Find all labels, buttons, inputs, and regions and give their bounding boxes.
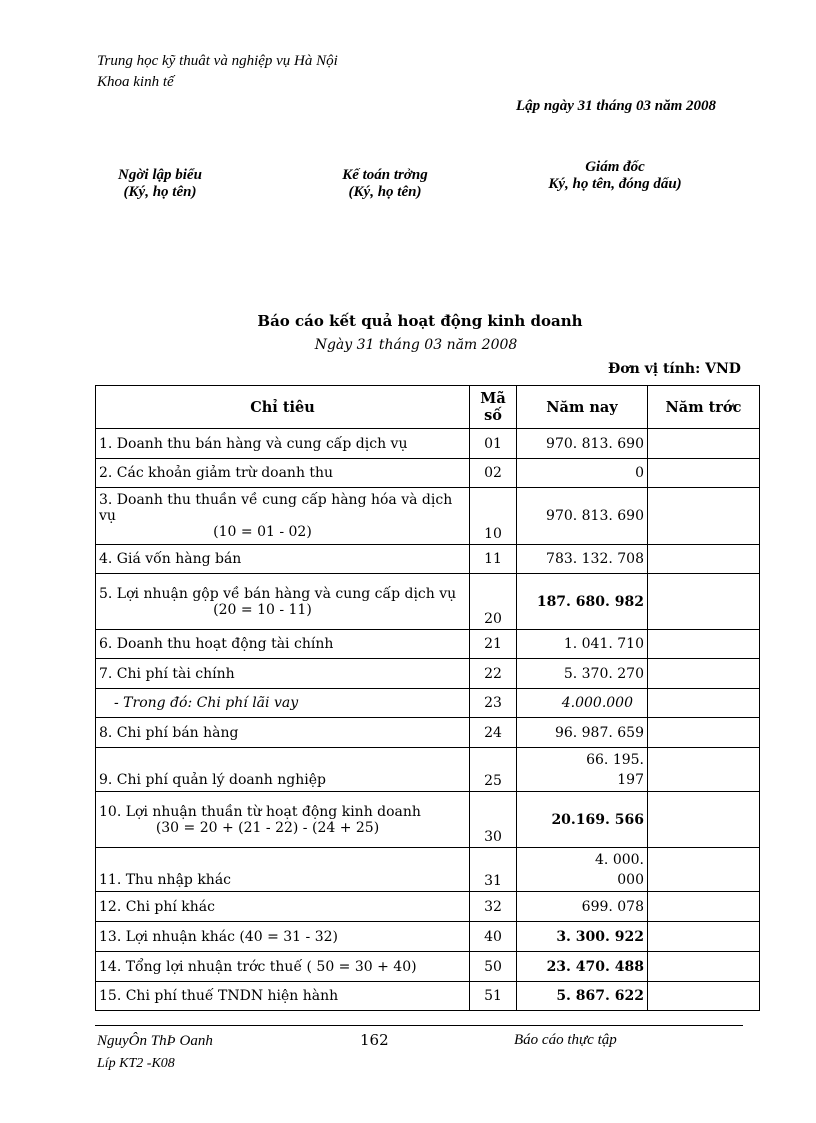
table-row	[96, 459, 760, 488]
table-row	[96, 892, 760, 922]
table-row	[96, 848, 760, 892]
row-value-previous	[648, 792, 760, 848]
signature-role: Ngời lập biểu	[118, 167, 202, 183]
row-value-previous	[648, 630, 760, 659]
faculty-name: Khoa kinh tế	[97, 74, 174, 90]
row-label-text: 10. Lợi nhuận thuần từ hoạt động kinh doanh	[99, 803, 421, 820]
signature-note: (Ký, họ tên)	[123, 184, 197, 200]
row-label-text: 5. Lợi nhuận gộp về bán hàng và cung cấp dịch vụ	[99, 585, 457, 602]
row-value-previous	[648, 545, 760, 574]
row-value-current: 1. 041. 710	[517, 630, 648, 659]
row-label	[96, 574, 470, 630]
row-code: 02	[470, 459, 517, 488]
row-value-current: 20.169. 566	[517, 792, 648, 848]
row-value-current: 783. 132. 708	[517, 545, 648, 574]
row-code: 25	[470, 748, 517, 792]
currency-unit: Đơn vị tính: VND	[608, 361, 741, 377]
footer-class: Líp KT2 -K08	[97, 1056, 175, 1071]
row-value-previous	[648, 459, 760, 488]
row-value-previous	[648, 718, 760, 748]
signature-preparer	[100, 167, 220, 201]
table-row	[96, 630, 760, 659]
table-row	[96, 922, 760, 952]
row-code: 30	[470, 792, 517, 848]
row-value-current: 970. 813. 690	[517, 488, 648, 545]
table-row	[96, 574, 760, 630]
row-label	[96, 792, 470, 848]
row-label: 7. Chi phí tài chính	[96, 659, 470, 689]
row-value-previous	[648, 689, 760, 718]
row-formula: (30 = 20 + (21 - 22) - (24 + 25)	[155, 819, 380, 836]
table-row	[96, 952, 760, 982]
row-value-previous	[648, 952, 760, 982]
row-value-current: 5. 370. 270	[517, 659, 648, 689]
row-label: 15. Chi phí thuế TNDN hiện hành	[96, 982, 470, 1011]
row-code: 24	[470, 718, 517, 748]
row-code: 23	[470, 689, 517, 718]
signature-role: Kế toán trởng	[342, 167, 428, 183]
signature-accountant	[320, 167, 450, 201]
col-header-item: Chỉ tiêu	[96, 386, 470, 429]
table-row	[96, 488, 760, 545]
row-value-previous	[648, 429, 760, 459]
row-code: 51	[470, 982, 517, 1011]
row-label-text: 3. Doanh thu thuần về cung cấp hàng hóa và dịch vụ	[99, 492, 453, 524]
signature-director	[530, 159, 700, 193]
row-label: 1. Doanh thu bán hàng và cung cấp dịch vụ	[96, 429, 470, 459]
row-value-current: 3. 300. 922	[517, 922, 648, 952]
row-value-current: 23. 470. 488	[517, 952, 648, 982]
row-value-current: 96. 987. 659	[517, 718, 648, 748]
row-code: 11	[470, 545, 517, 574]
col-header-previous-year: Năm trớc	[648, 386, 760, 429]
table-row	[96, 659, 760, 689]
row-code: 22	[470, 659, 517, 689]
col-header-current-year: Năm nay	[517, 386, 648, 429]
row-label: 4. Giá vốn hàng bán	[96, 545, 470, 574]
footer-doc-title: Báo cáo thực tập	[514, 1032, 617, 1048]
row-value-previous	[648, 848, 760, 892]
row-value-current: 187. 680. 982	[517, 574, 648, 630]
school-name: Trung học kỹ thuât và nghiệp vụ Hà Nội	[97, 53, 338, 69]
row-label	[96, 488, 470, 545]
footer-author: NguyÔn ThÞ Oanh	[97, 1033, 213, 1049]
table-row	[96, 792, 760, 848]
footer-divider	[95, 1025, 743, 1026]
row-value-line: 66. 195.	[586, 751, 644, 768]
row-value-previous	[648, 922, 760, 952]
table-row	[96, 689, 760, 718]
row-value-line: 197	[617, 771, 644, 788]
row-formula: (10 = 01 - 02)	[213, 524, 312, 540]
row-label: 8. Chi phí bán hàng	[96, 718, 470, 748]
page-number: 162	[360, 1031, 389, 1049]
row-label: 11. Thu nhập khác	[96, 848, 470, 892]
table-row	[96, 748, 760, 792]
row-code: 32	[470, 892, 517, 922]
row-label: 9. Chi phí quản lý doanh nghiệp	[96, 748, 470, 792]
row-label: 14. Tổng lợi nhuận trớc thuế ( 50 = 30 + 40)	[96, 952, 470, 982]
table-row	[96, 545, 760, 574]
row-formula: (20 = 10 - 11)	[213, 601, 312, 618]
row-code: 40	[470, 922, 517, 952]
row-code: 50	[470, 952, 517, 982]
row-value-previous	[648, 574, 760, 630]
row-code: 31	[470, 848, 517, 892]
report-title: Báo cáo kết quả hoạt động kinh doanh	[257, 312, 583, 330]
row-value-line: 000	[617, 871, 644, 888]
row-code: 20	[470, 574, 517, 630]
row-value-previous	[648, 659, 760, 689]
table-row	[96, 718, 760, 748]
row-value-current: 5. 867. 622	[517, 982, 648, 1011]
row-label: 6. Doanh thu hoạt động tài chính	[96, 630, 470, 659]
row-label: 12. Chi phí khác	[96, 892, 470, 922]
signature-note: (Ký, họ tên)	[348, 184, 422, 200]
row-code: 01	[470, 429, 517, 459]
row-value-line: 4. 000.	[595, 851, 644, 868]
row-value-previous	[648, 748, 760, 792]
row-label: 2. Các khoản giảm trừ doanh thu	[96, 459, 470, 488]
row-value-current: 699. 078	[517, 892, 648, 922]
row-value-current	[517, 848, 648, 892]
row-value-previous	[648, 892, 760, 922]
row-code: 10	[470, 488, 517, 545]
col-header-code: Mã số	[470, 386, 517, 429]
signature-note: Ký, họ tên, đóng dấu)	[548, 176, 682, 192]
table-row	[96, 982, 760, 1011]
row-label: - Trong đó: Chi phí lãi vay	[96, 689, 470, 718]
table-row	[96, 429, 760, 459]
row-value-current: 970. 813. 690	[517, 429, 648, 459]
row-value-current: 0	[517, 459, 648, 488]
row-code: 21	[470, 630, 517, 659]
report-subtitle: Ngày 31 tháng 03 năm 2008	[314, 337, 518, 353]
row-value-previous	[648, 488, 760, 545]
row-value-current: 4.000.000	[517, 689, 648, 718]
report-date-line: Lập ngày 31 tháng 03 năm 2008	[516, 98, 717, 114]
signature-role: Giám đốc	[585, 159, 645, 175]
row-value-current	[517, 748, 648, 792]
table-header-row	[96, 386, 760, 429]
row-value-previous	[648, 982, 760, 1011]
income-statement-table	[95, 385, 760, 1011]
row-label: 13. Lợi nhuận khác (40 = 31 - 32)	[96, 922, 470, 952]
